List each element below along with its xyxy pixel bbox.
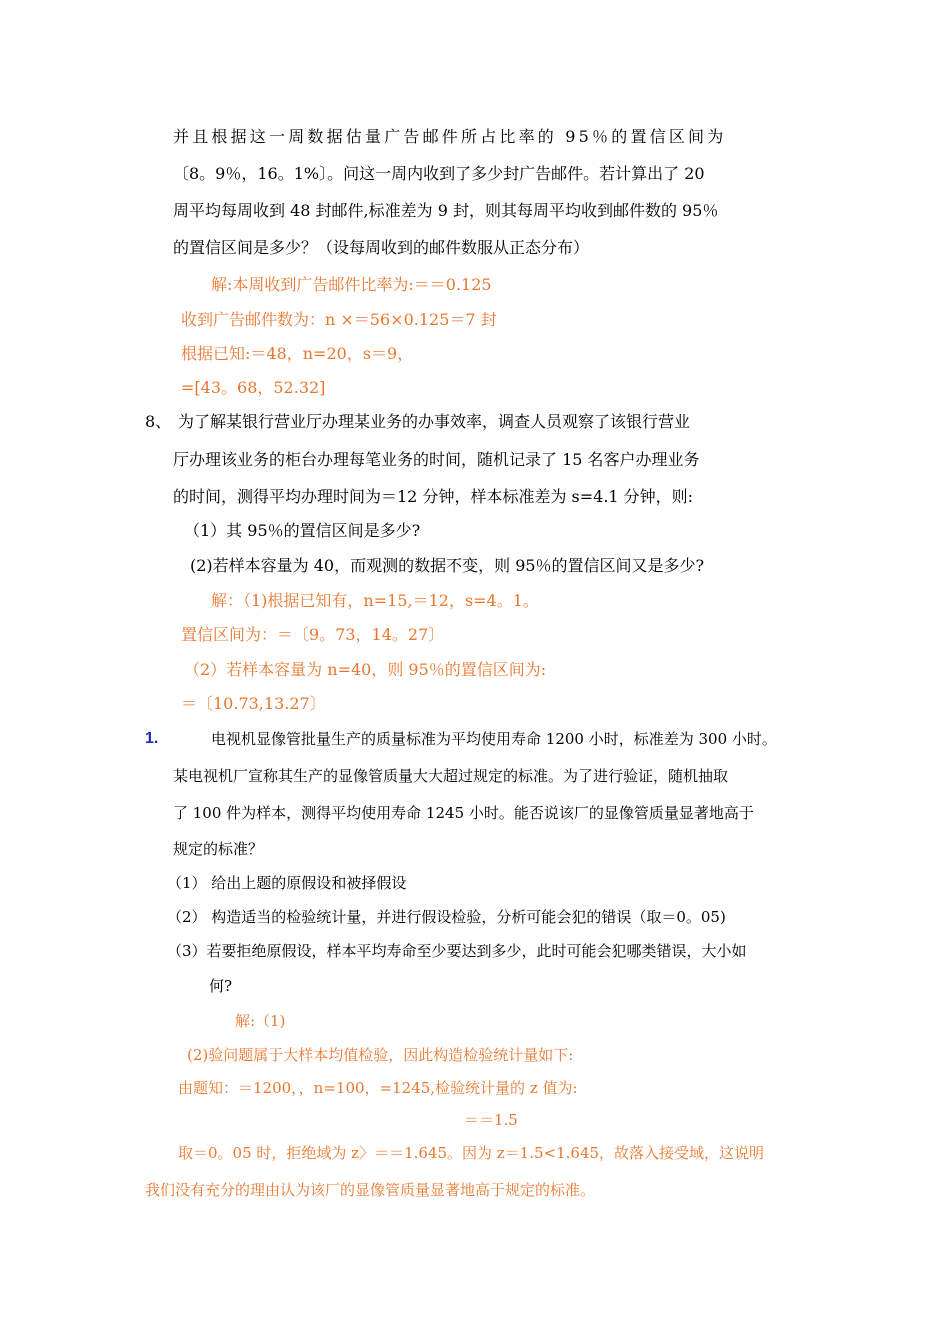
problem1-line-1: 电视机显像管批量生产的质量标准为平均使用寿命 1200 小时，标准差为 300 小时。 <box>211 730 777 748</box>
problem1-line-4: 规定的标准？ <box>173 840 264 858</box>
problem7-line-1: 并且根据这一周数据估量广告邮件所占比率的 95％的置信区间为 <box>173 127 727 146</box>
problem1-answer-line-1: 解:（1) <box>235 1012 286 1030</box>
problem8-line-1: 为了解某银行营业厅办理某业务的办事效率，调查人员观察了该银行营业 <box>178 412 691 431</box>
problem8-line-4: （1）其 95％的置信区间是多少? <box>184 521 421 540</box>
problem8-answer-line-4: ＝〔10.73,13.27〕 <box>181 694 326 713</box>
problem7-answer-line-1: 解:本周收到广告邮件比率为:＝＝0.125 <box>211 275 492 294</box>
problem8-number: 8、 <box>145 412 172 431</box>
problem1-number: 1. <box>145 730 159 747</box>
problem1-item-3: （3）若要拒绝原假设，样本平均寿命至少要达到多少，此时可能会犯哪类错误，大小如 <box>167 942 747 960</box>
problem7-line-2: 〔8。9％，16。1%〕。问这一周内收到了多少封广告邮件。若计算出了 20 <box>173 164 705 183</box>
problem1-line-2: 某电视机厂宣称其生产的显像管质量大大超过规定的标准。为了进行验证，随机抽取 <box>173 767 729 785</box>
problem1-line-3: 了 100 件为样本，测得平均使用寿命 1245 小时。能否说该厂的显像管质量显著地高于 <box>173 804 754 822</box>
problem8-line-5: (2)若样本容量为 40，而观测的数据不变，则 95％的置信区间又是多少? <box>190 556 705 575</box>
problem1-answer-line-3: 由题知：＝1200，，n=100，=1245,检验统计量的 z 值为: <box>178 1079 578 1097</box>
problem8-answer-line-1: 解：（1)根据已知有，n=15,＝12，s=4。1。 <box>211 591 539 610</box>
problem8-line-2: 厅办理该业务的柜台办理每笔业务的时间，随机记录了 15 名客户办理业务 <box>173 450 700 469</box>
problem8-answer-line-3: （2）若样本容量为 n=40，则 95％的置信区间为: <box>184 660 547 679</box>
problem7-line-4: 的置信区间是多少？（设每周收到的邮件数服从正态分布） <box>173 238 590 257</box>
problem7-answer-line-2: 收到广告邮件数为：n ×＝56×0.125＝7 封 <box>181 310 497 329</box>
problem1-answer-line-2: (2)验问题属于大样本均值检验，因此构造检验统计量如下: <box>187 1046 574 1064</box>
problem1-answer-line-5: 取＝0。05 时，拒绝域为 z〉＝＝1.645。因为 z＝1.5<1.645，故落入接受域，这说明 <box>178 1144 765 1162</box>
problem1-answer-line-6: 我们没有充分的理由认为该厂的显像管质量显著地高于规定的标准。 <box>145 1181 596 1199</box>
problem1-item-1: （1） 给出上题的原假设和被择假设 <box>167 874 407 892</box>
problem7-line-3: 周平均每周收到 48 封邮件,标准差为 9 封，则其每周平均收到邮件数的 95％ <box>173 201 719 220</box>
problem7-answer-line-4: =[43。68，52.32] <box>181 378 326 397</box>
problem8-line-3: 的时间，测得平均办理时间为＝12 分钟，样本标准差为 s=4.1 分钟，则: <box>173 487 694 506</box>
problem1-answer-formula: ＝＝1.5 <box>464 1111 518 1129</box>
problem7-answer-line-3: 根据已知:＝48，n=20，s＝9， <box>181 344 414 363</box>
problem1-item-3-cont: 何? <box>209 977 233 995</box>
problem1-item-2: （2） 构造适当的检验统计量，并进行假设检验，分析可能会犯的错误（取＝0。05) <box>167 908 726 926</box>
problem8-answer-line-2: 置信区间为：＝〔9。73，14。27〕 <box>181 625 445 644</box>
